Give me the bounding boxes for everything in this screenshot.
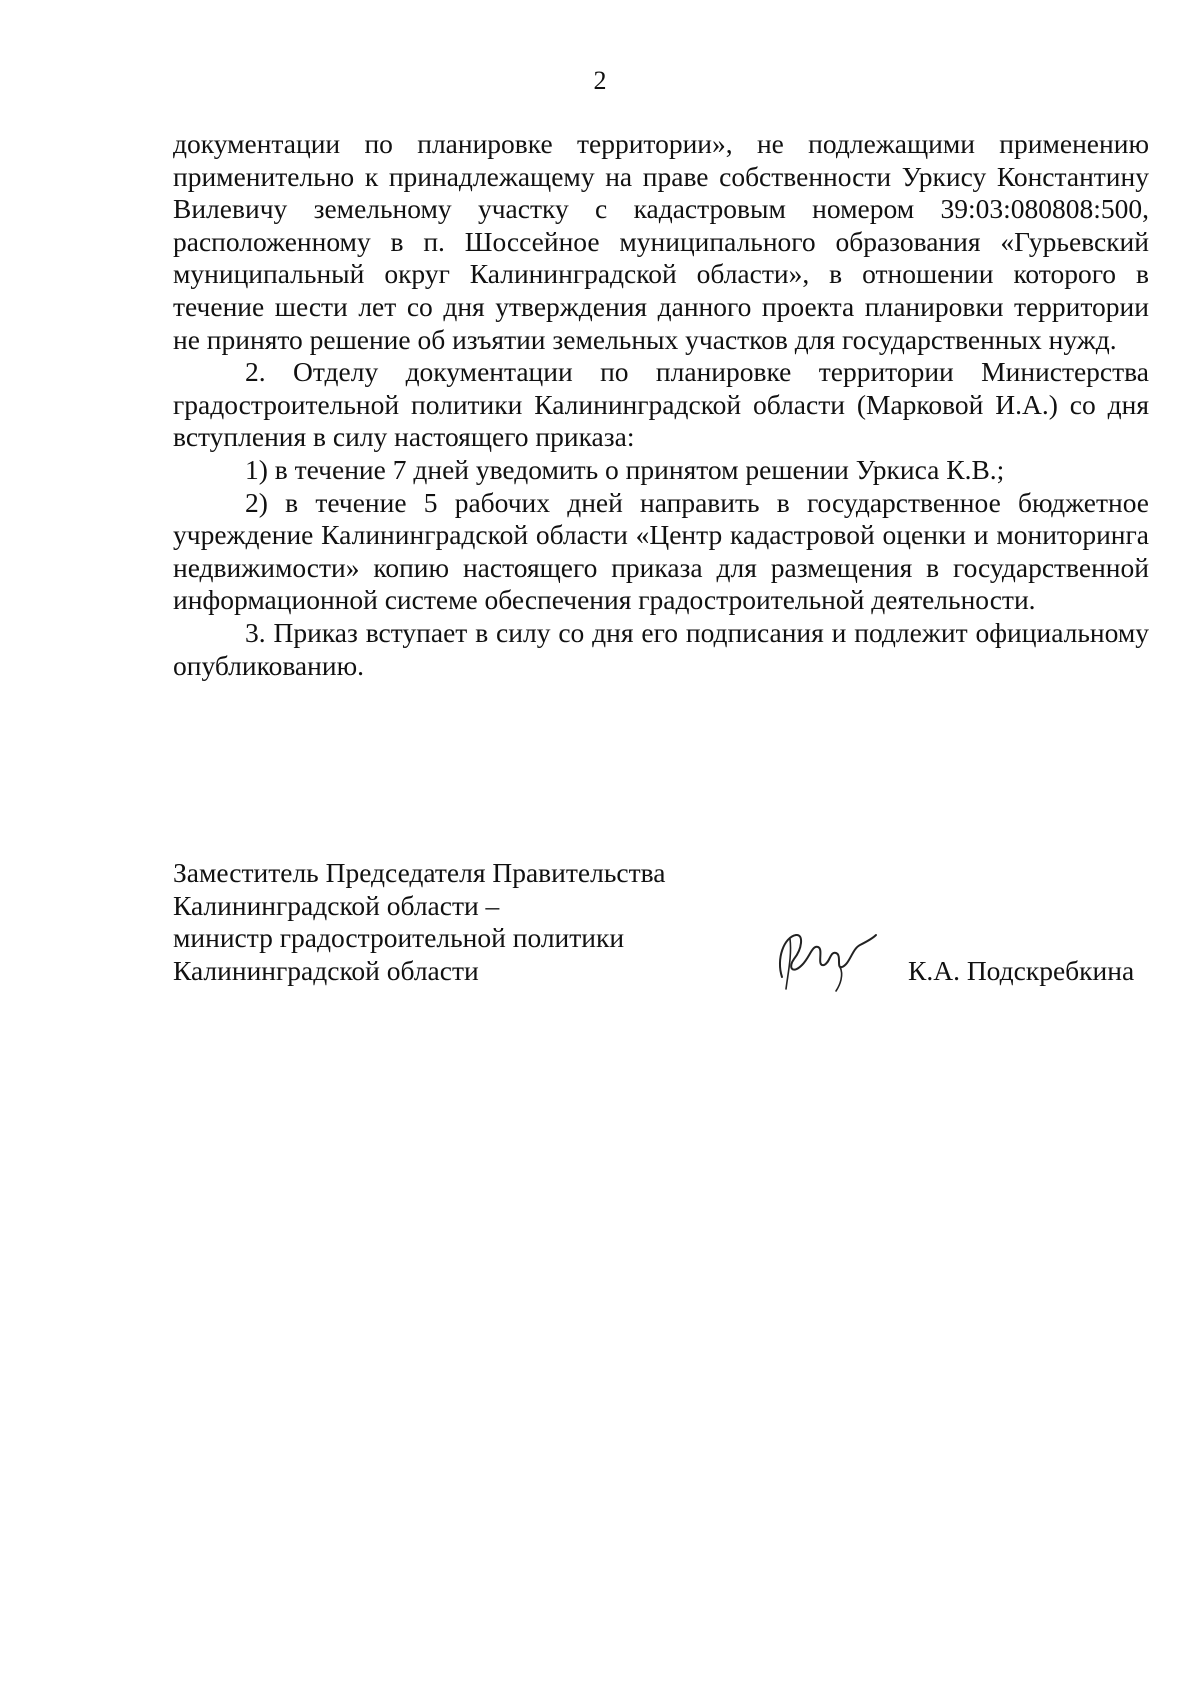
paragraph-continuation: документации по планировке территории», не подлежащими применению применительно к принадлежащему на праве собственности Уркису Константину Вилевичу земельному участку с кадастровым номером 39:03:080808:500, расположенному в п. Шоссейное муниципального образования «Гурьевский муниципальный округ Калининградской области», в отношении которого в течение шести лет со дня утверждения данного проекта планировки территории не принято решение об изъятии земельных участков для государственных нужд. (173, 128, 1149, 355)
paragraph-subitem-2: 2) в течение 5 рабочих дней направить в государственное бюджетное учреждение Калининградской области «Центр кадастровой оценки и мониторинга недвижимости» копию настоящего приказа для размещения в государственной информационной системе обеспечения градостроительной деятельности. (173, 486, 1149, 616)
document-body (173, 128, 1149, 682)
paragraph-subitem-1: 1) в течение 7 дней уведомить о принятом решении Уркиса К.В.; (245, 453, 1005, 485)
signatory-title-line: Заместитель Председателя Правительства (173, 857, 666, 888)
paragraph-item-3: 3. Приказ вступает в силу со дня его подписания и подлежит официальному опубликованию. (173, 616, 1149, 681)
page-number: 2 (593, 66, 607, 95)
signatory-title (173, 857, 733, 987)
signatory-title-line: Калининградской области (173, 954, 479, 986)
signatory-title-line: Калининградской области – (173, 889, 500, 921)
signatory-title-line: министр градостроительной политики (173, 922, 625, 954)
signatory-name: К.А. Подскребкина (908, 955, 1135, 986)
handwritten-signature (770, 915, 880, 995)
paragraph-item-2: 2. Отделу документации по планировке территории Министерства градостроительной политики Калининградской области (Марковой И.А.) со дня вступления в силу настоящего приказа: (173, 356, 1149, 453)
